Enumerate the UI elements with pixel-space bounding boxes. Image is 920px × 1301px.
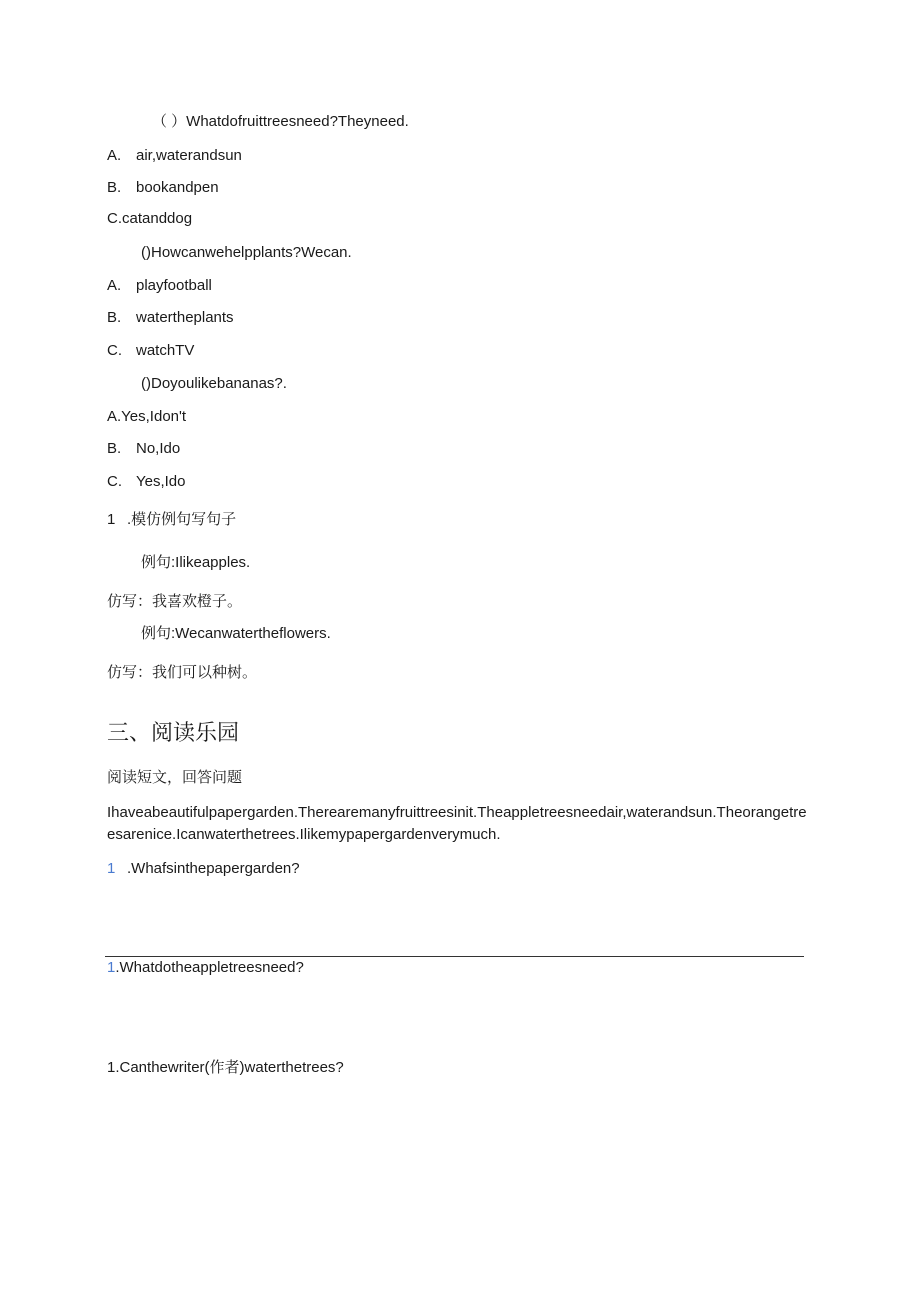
option-text: bookandpen xyxy=(136,179,219,196)
question-3-stem: ()Doyoulikebananas?. xyxy=(141,375,287,392)
option-letter: B. xyxy=(107,309,122,326)
option-text: Yes,Ido xyxy=(136,473,186,490)
option-letter: A. xyxy=(107,147,122,164)
reading-question-1-number: 1 xyxy=(107,860,116,877)
reading-heading: 三、阅读乐园 xyxy=(107,720,240,745)
option-letter: B. xyxy=(107,440,122,457)
reading-question-1 xyxy=(107,860,300,878)
reading-question-2-number: 1 xyxy=(107,959,116,976)
option-text: watertheplants xyxy=(136,309,234,326)
imitation-write-1: 仿写：我喜欢橙子。 xyxy=(107,593,243,610)
question-1-stem: （ ）Whatdofruittreesneed?Theyneed. xyxy=(152,113,409,130)
option-letter: C. xyxy=(107,473,122,490)
reading-question-2-text: .Whatdotheappletreesneed? xyxy=(115,959,304,976)
reading-passage: Ihaveabeautifulpapergarden.Therearemanyfruittreesinit.Theappletreesneedair,waterandsun.Theorangetreesarenice.Icanwaterthetrees.Ilikemypapergardenverymuch. xyxy=(107,804,807,843)
option-text: air,waterandsun xyxy=(136,147,242,164)
reading-instruction: 阅读短文，回答问题 xyxy=(107,769,243,786)
question-1-option-a xyxy=(107,147,242,165)
option-letter: C. xyxy=(107,342,122,359)
reading-question-3: 1.Canthewriter(作者)waterthetrees? xyxy=(107,1059,344,1076)
question-2-stem: ()Howcanwehelpplants?Wecan. xyxy=(141,244,352,261)
question-2-option-b xyxy=(107,309,234,327)
option-letter: A. xyxy=(107,277,122,294)
question-1-option-c: C.catanddog xyxy=(107,210,193,227)
question-3-option-a: A.Yes,Idon't xyxy=(107,408,187,425)
option-letter: B. xyxy=(107,179,122,196)
imitation-title-number: 1 xyxy=(107,511,116,528)
question-3-option-c xyxy=(107,473,186,491)
imitation-write-2: 仿写：我们可以种树。 xyxy=(107,664,258,681)
reading-question-1-text: .Whafsinthepapergarden? xyxy=(127,860,300,877)
imitation-title-text: .模仿例句写句子 xyxy=(127,511,237,528)
imitation-example-2: 例句:Wecanwatertheflowers. xyxy=(141,625,331,642)
option-text: watchTV xyxy=(136,342,195,359)
question-3-option-b xyxy=(107,440,180,458)
reading-question-2 xyxy=(107,959,304,977)
answer-line xyxy=(105,956,804,957)
question-1-option-b xyxy=(107,179,219,197)
question-2-option-c xyxy=(107,342,194,360)
imitation-example-1: 例句:Ilikeapples. xyxy=(141,554,251,571)
option-text: playfootball xyxy=(136,277,212,294)
option-text: No,Ido xyxy=(136,440,181,457)
question-2-option-a xyxy=(107,277,212,295)
imitation-title xyxy=(107,511,236,529)
